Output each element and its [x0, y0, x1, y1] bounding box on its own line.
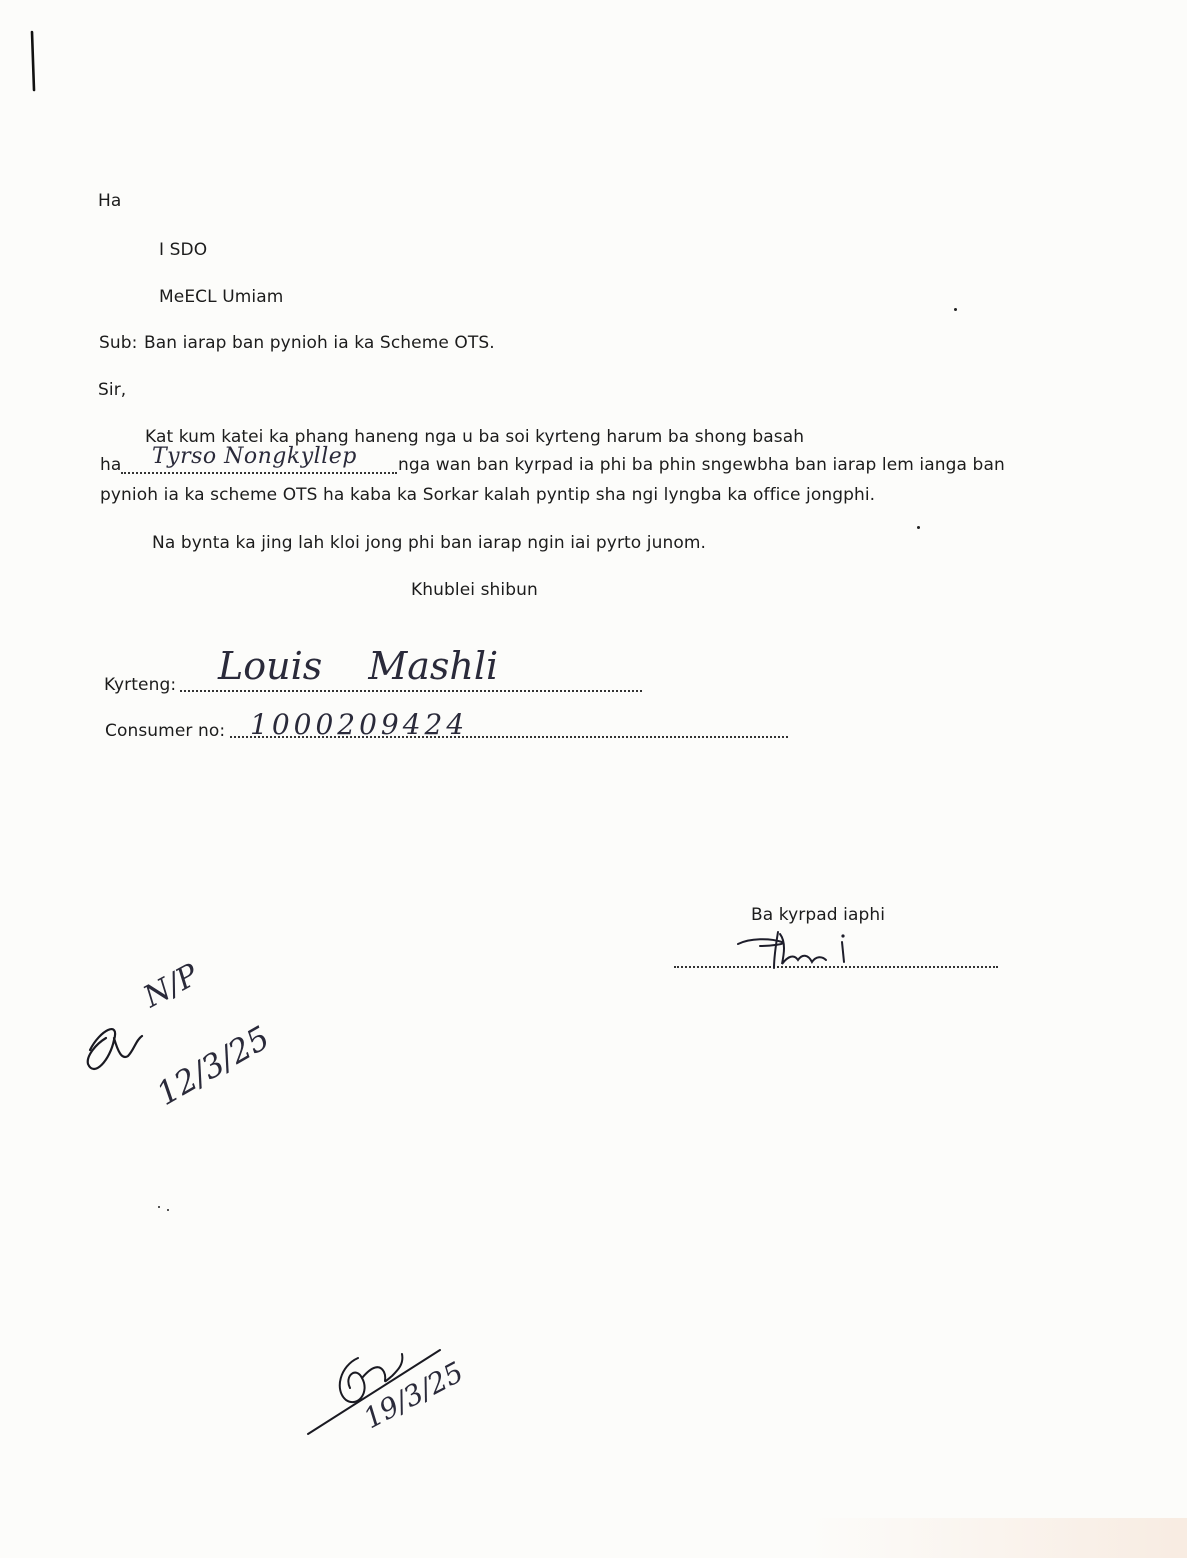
body-line-2-suffix: nga wan ban kyrpad ia phi ba phin sngewbha ban iarap lem ianga ban	[398, 455, 1005, 475]
handwritten-place: Tyrso Nongkyllep	[152, 444, 357, 469]
body-line-3: pynioh ia ka scheme OTS ha kaba ka Sorkar kalah pyntip sha ngi lyngba ka office jongphi.	[100, 485, 876, 505]
applicant-signature	[730, 924, 860, 974]
office-note-text: N/P	[138, 957, 205, 1015]
subject-label: Sub:	[99, 333, 138, 353]
scan-speck	[167, 1209, 169, 1211]
office-signature-date: 19/3/25	[358, 1355, 469, 1436]
name-label: Kyrteng:	[104, 675, 177, 695]
scan-speck	[158, 1206, 160, 1208]
handwritten-consumer-number: 1000209424	[250, 708, 469, 741]
body-line-1: Kat kum katei ka phang haneng nga u ba soi kyrteng harum ba shong basah	[145, 427, 805, 447]
body-line-4: Na bynta ka jing lah kloi jong phi ban iarap ngin iai pyrto junom.	[152, 533, 707, 553]
scan-speck	[917, 526, 920, 529]
subject-text: Ban iarap ban pynioh ia ka Scheme OTS.	[144, 333, 495, 353]
place-dotted-line	[121, 472, 397, 474]
margin-stroke	[26, 30, 40, 94]
scan-speck	[954, 308, 957, 311]
name-dotted-line	[180, 690, 642, 692]
closing: Khublei shibun	[411, 580, 538, 600]
office-note-date: 12/3/25	[150, 1018, 276, 1113]
consumer-label: Consumer no:	[105, 721, 226, 741]
body-line-2-prefix: ha	[100, 455, 122, 475]
salutation-to: Ha	[98, 191, 122, 211]
recipient-line-1: I SDO	[159, 240, 208, 260]
paper-stain	[807, 1518, 1187, 1558]
handwritten-name: Louis Mashli	[218, 644, 499, 688]
greeting: Sir,	[98, 380, 127, 400]
sign-label: Ba kyrpad iaphi	[751, 905, 886, 925]
recipient-line-2: MeECL Umiam	[159, 287, 284, 307]
